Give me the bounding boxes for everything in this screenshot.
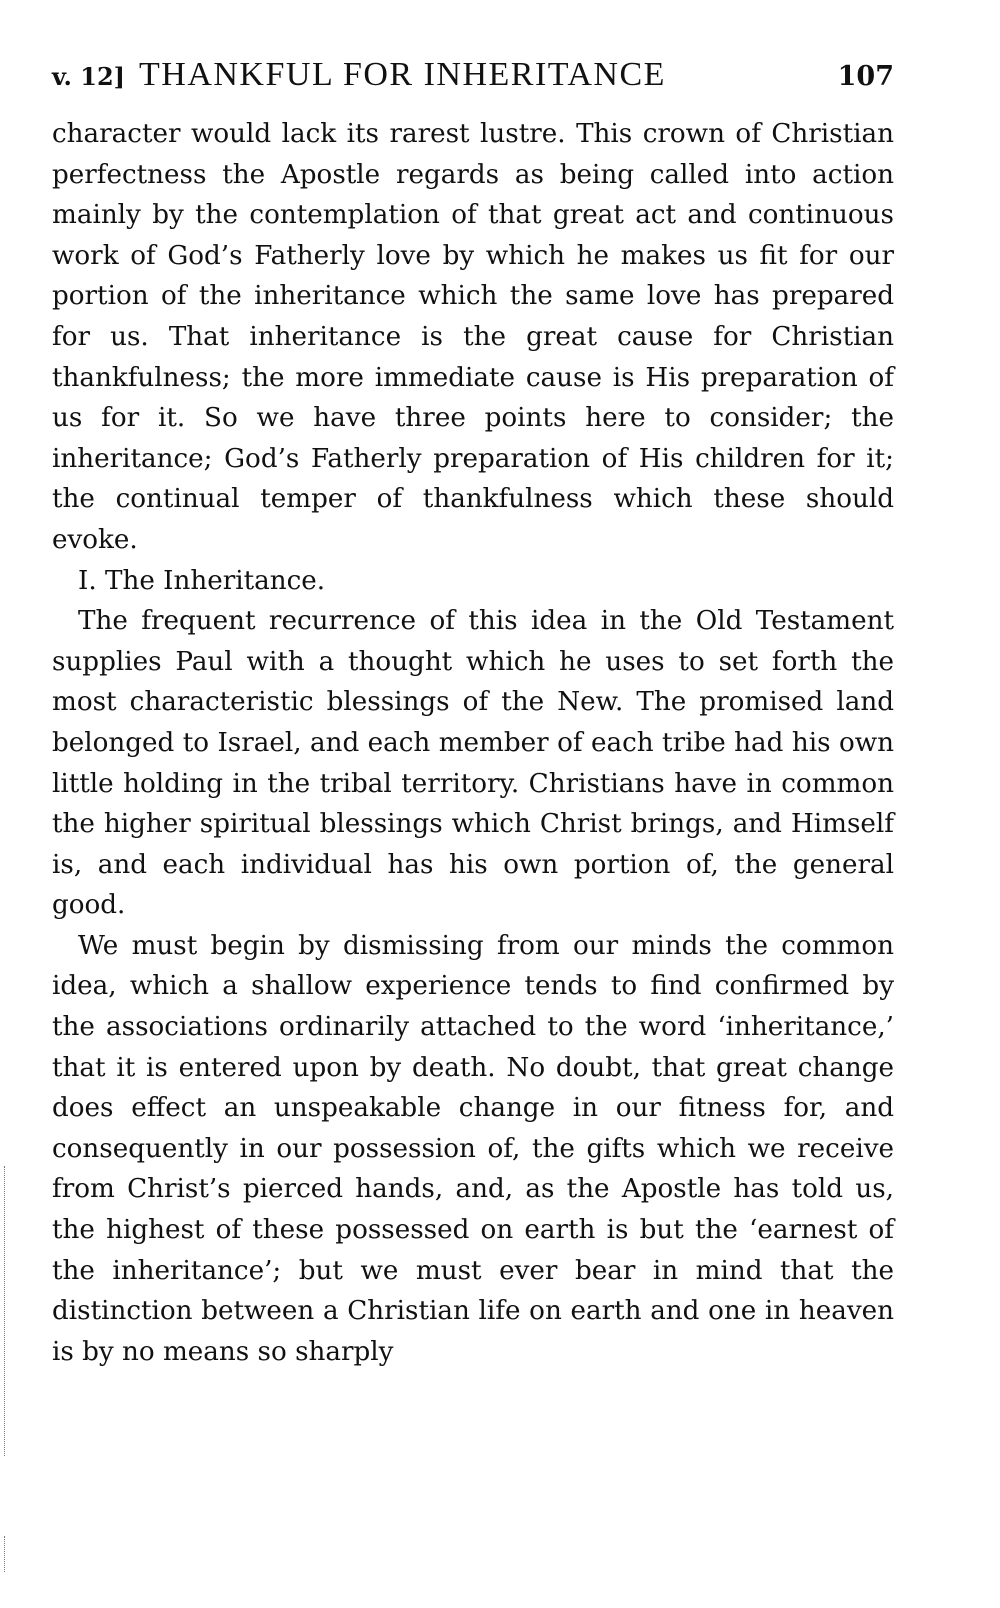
running-head — [52, 56, 894, 104]
margin-scan-artifact — [4, 1536, 5, 1572]
body-text — [52, 114, 894, 1372]
chapter-title: THANKFUL FOR INHERITANCE — [139, 56, 666, 93]
margin-scan-artifact — [4, 1166, 5, 1456]
section-heading: I. The Inheritance. — [78, 565, 326, 596]
paragraph-continuation: character would lack its rarest lustre. This crown of Christian perfectness the Apostle regards as being called into action mainly by the contemplation of that great act and continuous work of God’s Fatherly love by which he makes us fit for our portion of the inheritance which the same love has prepared for us. That inheritance is the great cause for Christian thankfulness; the more immediate cause is His preparation of us for it. So we have three points here to consider; the inheritance; God’s Fatherly preparation of His children for it; the continual temper of thankfulness which these should evoke. — [52, 119, 894, 555]
paragraph: We must begin by dismissing from our minds the common idea, which a shallow experience tends to find confirmed by the associations ordinarily attached to the word ‘inheritance,’ that it is entered upon by death. No doubt, that great change does effect an unspeakable change in our fitness for, and consequently in our possession of, the gifts which we receive from Christ’s pierced hands, and, as the Apostle has told us, the highest of these possessed on earth is but the ‘earnest of the inheritance’; but we must ever bear in mind that the distinction between a Christian life on earth and one in heaven is by no means so sharply — [52, 930, 894, 1367]
book-page — [52, 56, 894, 1372]
page-number: 107 — [837, 61, 894, 92]
verse-reference: v. 12] — [52, 62, 125, 91]
paragraph: The frequent recurrence of this idea in the Old Testament supplies Paul with a thought which he uses to set forth the most characteristic blessings of the New. The promised land belonged to Israel, and each member of each tribe had his own little holding in the tribal territory. Christians have in common the higher spiritual blessings which Christ brings, and Himself is, and each individual has his own portion of, the general good. — [52, 606, 894, 921]
